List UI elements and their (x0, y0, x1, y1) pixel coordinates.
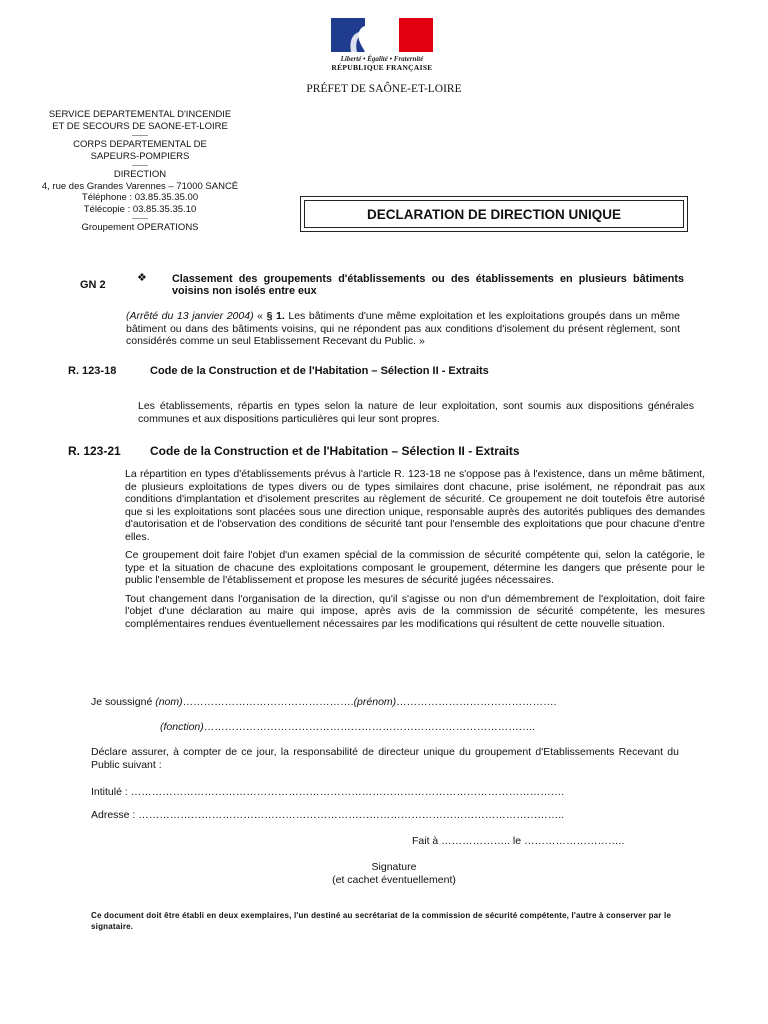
je-soussigne-label: Je soussigné (91, 696, 153, 708)
document-title-box (300, 196, 688, 232)
intitule-field[interactable]: Intitulé : ……………………………………………………………………………………………………………. (91, 786, 565, 798)
corps-line-1: CORPS DEPARTEMENTAL DE (73, 139, 207, 150)
corps-line-2: SAPEURS-POMPIERS (90, 150, 190, 162)
fonction-field[interactable]: ………………………………………………………………………………….. (203, 721, 536, 733)
direction-phone: Téléphone : 03.85.35.35.00 (81, 192, 199, 203)
declare-text: Déclare assurer, à compter de ce jour, la responsabilité de directeur unique du groupement d'Etablissements Recevant du Public suivant : (91, 746, 679, 771)
r12321-paragraph-3: Tout changement dans l'organisation de la direction, qu'il s'agisse ou non d'un démembrement de l'exploitation, doit faire l'objet d'une déclaration au maire qui impose, après avis de la commission de sécurité compétente, les mesures complémentaires rendues éventuellement nécessaires par les modifications qui résultent de cette nouvelle situation. (125, 592, 705, 630)
r12321-paragraph-1: La répartition en types d'établissements prévus à l'article R. 123-18 ne s'oppose pas à l'existence, dans un même bâtiment, de plusieurs exploitations de types divers ou de types similaires dont chacune, prise isolément, ne répondrait pas aux conditions d'implantation et d'isolement prescrites au règlement de sécurité. Ce groupement ne doit toutefois être autorisé que si les exploitations sont placées sous une direction unique, responsable auprès des autorités publiques des demandes d'autorisation et de l'observation des conditions de sécurité tant pour l'ensemble des exploitations que pour chacune d'entre elles. (125, 468, 705, 543)
logo-republic: RÉPUBLIQUE FRANÇAISE (331, 63, 433, 72)
marianne-flag-icon (331, 18, 433, 52)
arrete-reference: (Arrêté du 13 janvier 2004) (126, 310, 254, 322)
form-name-line (91, 696, 557, 709)
r12321-title: Code de la Construction et de l'Habitation – Sélection II - Extraits (150, 444, 520, 458)
cachet-label: (et cachet éventuellement) (332, 874, 456, 886)
r12318-title: Code de la Construction et de l'Habitation – Sélection II - Extraits (150, 365, 489, 377)
service-line-1: SERVICE DEPARTEMENTAL D'INCENDIE (48, 109, 232, 120)
signature-label: Signature (371, 861, 417, 873)
diamond-bullet-icon: ❖ (137, 272, 147, 284)
prenom-field[interactable]: ………………………………………. (396, 696, 557, 708)
form-fonction-line (160, 721, 535, 734)
footer-note: Ce document doit être établi en deux exemplaires, l'un destiné au secrétariat de la commission de sécurité compétente, l'autre à conserver par le signataire. (91, 911, 672, 931)
r12321-body (125, 466, 705, 666)
divider (132, 165, 148, 166)
service-line-2: ET DE SECOURS DE SAONE-ET-LOIRE (52, 120, 228, 132)
divider (132, 218, 148, 219)
r12321-code: R. 123-21 (68, 444, 121, 458)
r12318-code: R. 123-18 (68, 365, 117, 377)
arrete-paragraph-number: § 1. (266, 310, 285, 322)
direction-label: DIRECTION (113, 169, 167, 180)
nom-field[interactable]: …………………………………………. (182, 696, 354, 708)
groupement-label: Groupement OPERATIONS (81, 222, 199, 233)
document-title: DECLARATION DE DIRECTION UNIQUE (304, 200, 684, 228)
r12321-paragraph-2: Ce groupement doit faire l'objet d'un examen spécial de la commission de sécurité compétente qui, selon la catégorie, le type et la situation de chacune des exploitations composant le groupement, détermine les dangers que présente pour le public l'ensemble de l'établissement et propose les mesures de sécurité jugées nécessaires. (125, 549, 705, 586)
prefet-title: PRÉFET DE SAÔNE-ET-LOIRE (306, 83, 462, 95)
r12318-text: Les établissements, répartis en types selon la nature de leur exploitation, sont soumis aux dispositions générales communes et aux dispositions particulières qui leur sont propres. (138, 400, 694, 425)
divider (132, 135, 148, 136)
fonction-label: (fonction) (160, 721, 204, 733)
prenom-label: (prénom) (353, 696, 397, 708)
fait-a-field[interactable]: Fait à ……………….. le ……………………….. (412, 835, 625, 847)
direction-fax: Télécopie : 03.85.35.35.10 (83, 203, 197, 215)
republique-francaise-logo (331, 18, 433, 72)
logo-motto: Liberté • Égalité • Fraternité (340, 55, 424, 63)
gn-heading: Classement des groupements d'établissements ou des établissements en plusieurs bâtiments voisins non isolés entre eux (172, 273, 684, 297)
arrete-text: Les bâtiments d'une même exploitation et les exploitations groupés dans un même bâtiment ou dans des bâtiments voisins, qui ne répondent pas aux conditions d'isolement du présent règlement, sont considérés comme un seul Etablissement Recevant du Public. » (126, 310, 681, 347)
service-block (20, 109, 260, 234)
arrete-paragraph: (Arrêté du 13 janvier 2004) « § 1. Les bâtiments d'une même exploitation et les exploitations groupés dans un même bâtiment ou dans des bâtiments voisins, qui ne répondent pas aux conditions d'isolement du présent règlement, sont considérés comme un seul Etablissement Recevant du Public. » (126, 310, 681, 347)
nom-label: (nom) (155, 696, 183, 708)
direction-address: 4, rue des Grandes Varennes – 71000 SANCÉ (41, 180, 239, 192)
adresse-field[interactable]: Adresse : ………………………………………………………………………………………………………….. (91, 809, 565, 821)
gn-code: GN 2 (80, 279, 106, 291)
